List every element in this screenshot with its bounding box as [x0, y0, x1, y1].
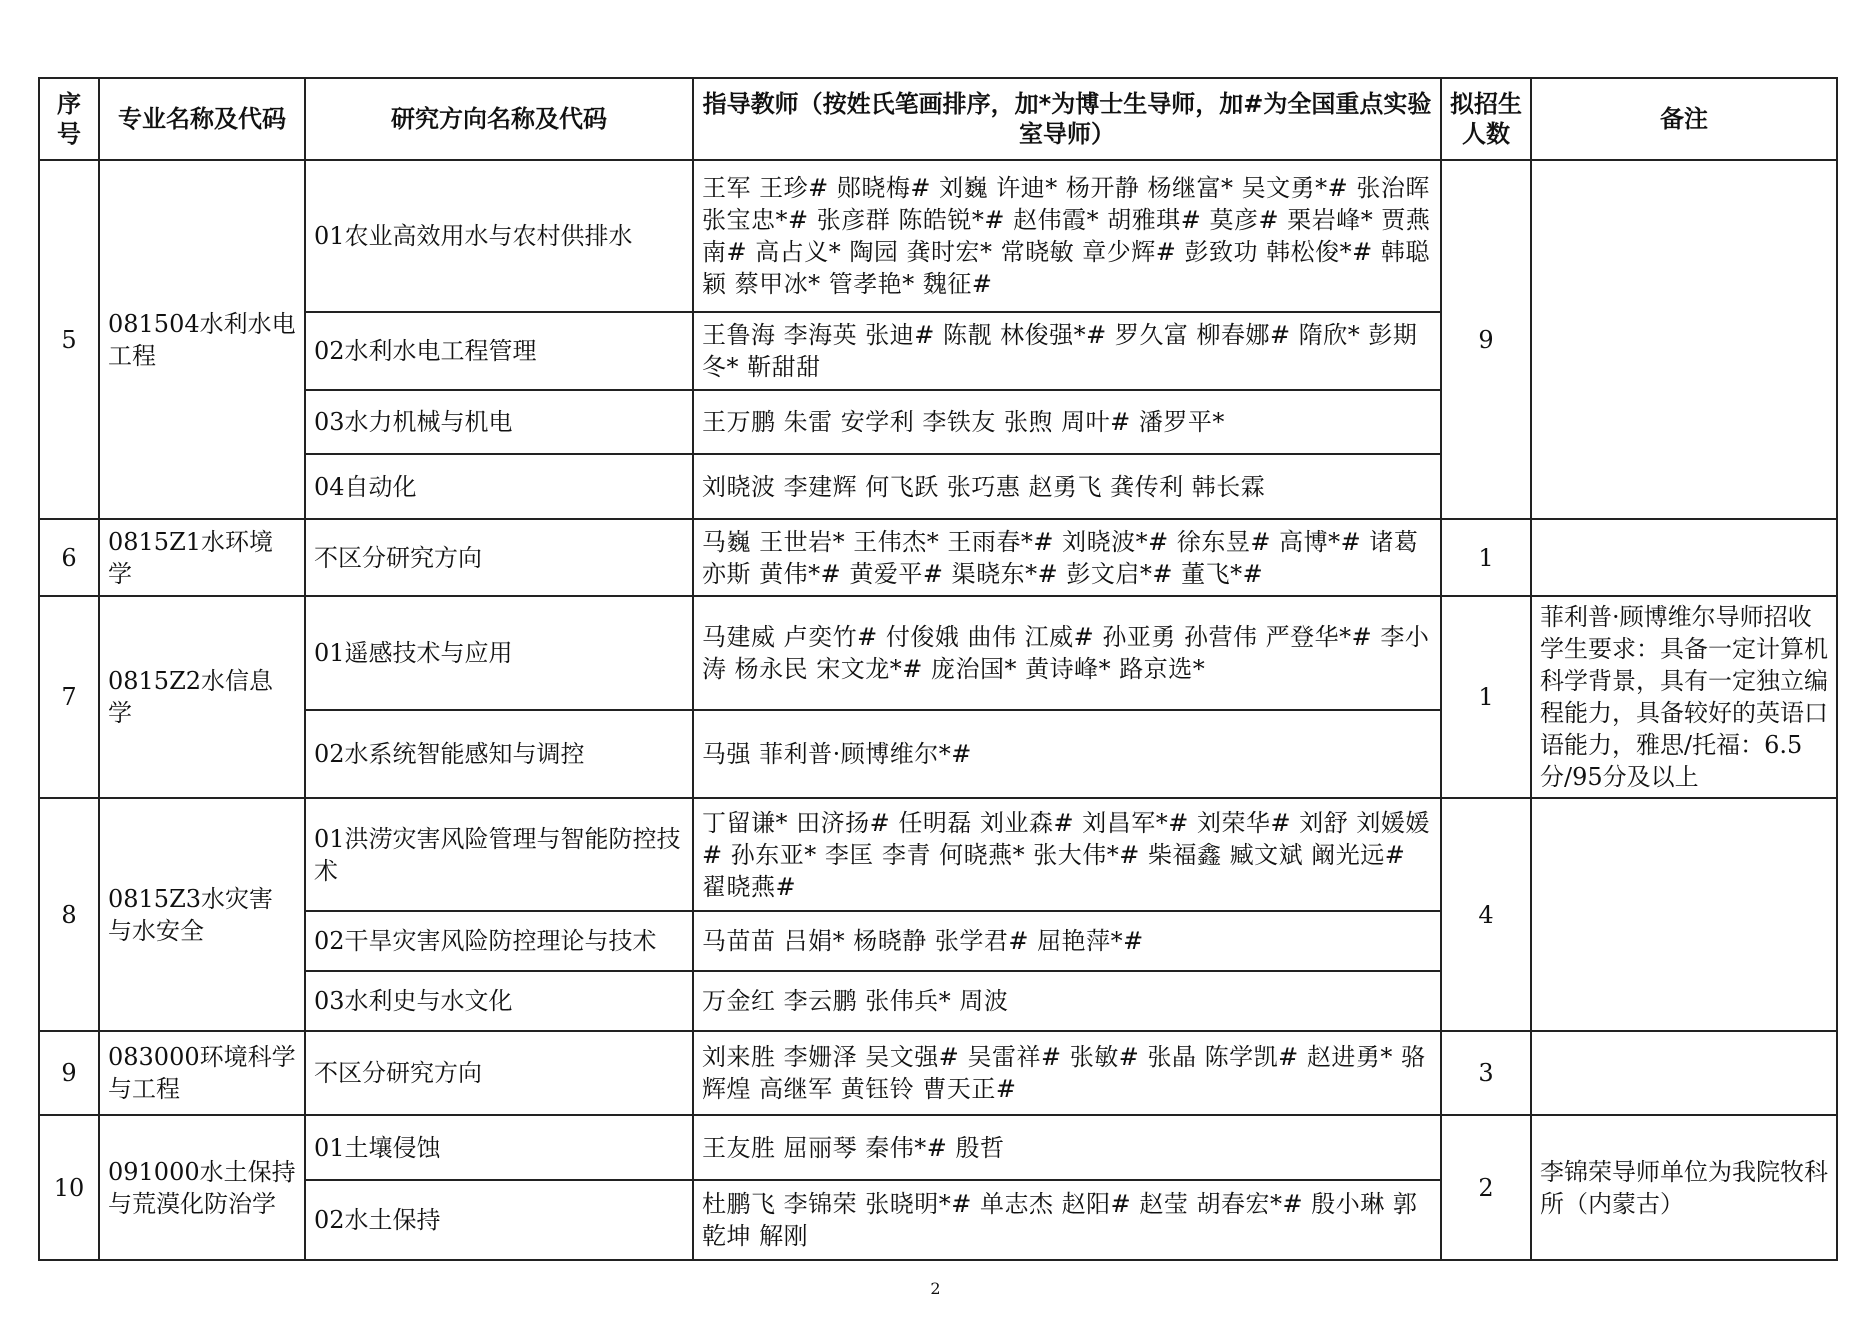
remark [1531, 160, 1837, 519]
teacher-list: 马苗苗 吕娟* 杨晓静 张学君# 屈艳萍*# [693, 911, 1441, 971]
enrollment-count: 1 [1441, 519, 1531, 596]
row-index: 10 [39, 1115, 99, 1260]
teacher-list: 王万鹏 朱雷 安学利 李铁友 张煦 周叶# 潘罗平* [693, 390, 1441, 454]
table-row [39, 160, 1837, 312]
teacher-list: 马建威 卢奕竹# 付俊娥 曲伟 江威# 孙亚勇 孙营伟 严登华*# 李小涛 杨永民 宋文龙*# 庞治国* 黄诗峰* 路京选* [693, 596, 1441, 710]
teacher-list: 丁留谦* 田济扬# 任明磊 刘业森# 刘昌军*# 刘荣华# 刘舒 刘媛媛# 孙东亚* 李匡 李青 何晓燕* 张大伟*# 柴福鑫 臧文斌 阚光远# 翟晓燕# [693, 798, 1441, 911]
research-direction: 01农业高效用水与农村供排水 [305, 160, 693, 312]
row-index: 5 [39, 160, 99, 519]
major-name: 0815Z3水灾害与水安全 [99, 798, 305, 1031]
teacher-list: 王军 王珍# 郧晓梅# 刘巍 许迪* 杨开静 杨继富* 吴文勇*# 张治晖 张宝忠*# 张彦群 陈皓锐*# 赵伟霞* 胡雅琪# 莫彦# 栗岩峰* 贾燕南# 高占义* 陶园 龚时宏* 常晓敏 章少辉# 彭致功 韩松俊*# 韩聪颖 蔡甲冰* 管孝艳* 魏征# [693, 160, 1441, 312]
remark [1531, 1031, 1837, 1115]
teacher-list: 王鲁海 李海英 张迪# 陈靓 林俊强*# 罗久富 柳春娜# 隋欣* 彭期冬* 靳甜甜 [693, 312, 1441, 390]
research-direction: 不区分研究方向 [305, 1031, 693, 1115]
research-direction: 01遥感技术与应用 [305, 596, 693, 710]
remark: 李锦荣导师单位为我院牧科所（内蒙古） [1531, 1115, 1837, 1260]
enrollment-count: 9 [1441, 160, 1531, 519]
teacher-list: 杜鹏飞 李锦荣 张晓明*# 单志杰 赵阳# 赵莹 胡春宏*# 殷小琳 郭乾坤 解刚 [693, 1180, 1441, 1260]
row-index: 6 [39, 519, 99, 596]
enrollment-count: 3 [1441, 1031, 1531, 1115]
research-direction: 02水土保持 [305, 1180, 693, 1260]
major-name: 091000水土保持与荒漠化防治学 [99, 1115, 305, 1260]
teacher-list: 万金红 李云鹏 张伟兵* 周波 [693, 971, 1441, 1031]
table-body [39, 160, 1837, 1260]
table-header [39, 78, 1837, 160]
teacher-list: 马强 菲利普·顾博维尔*# [693, 710, 1441, 798]
remark [1531, 798, 1837, 1031]
header-note: 备注 [1531, 78, 1837, 160]
row-index: 9 [39, 1031, 99, 1115]
header-major: 专业名称及代码 [99, 78, 305, 160]
research-direction: 03水力机械与机电 [305, 390, 693, 454]
major-name: 0815Z2水信息学 [99, 596, 305, 798]
page-number: 2 [930, 1279, 941, 1298]
row-index: 8 [39, 798, 99, 1031]
research-direction: 04自动化 [305, 454, 693, 519]
table-row [39, 1115, 1837, 1180]
header-idx: 序号 [39, 78, 99, 160]
research-direction: 02水系统智能感知与调控 [305, 710, 693, 798]
header-count: 拟招生人数 [1441, 78, 1531, 160]
teacher-list: 王友胜 屈丽琴 秦伟*# 殷哲 [693, 1115, 1441, 1180]
teacher-list: 马巍 王世岩* 王伟杰* 王雨春*# 刘晓波*# 徐东昱# 高博*# 诸葛亦斯 黄伟*# 黄爱平# 渠晓东*# 彭文启*# 董飞*# [693, 519, 1441, 596]
enrollment-count: 2 [1441, 1115, 1531, 1260]
research-direction: 01洪涝灾害风险管理与智能防控技术 [305, 798, 693, 911]
enrollment-count: 4 [1441, 798, 1531, 1031]
remark: 菲利普·顾博维尔导师招收学生要求：具备一定计算机科学背景，具有一定独立编程能力，具备较好的英语口语能力，雅思/托福：6.5分/95分及以上 [1531, 596, 1837, 798]
table-row [39, 798, 1837, 911]
row-index: 7 [39, 596, 99, 798]
header-row [39, 78, 1837, 160]
header-teachers: 指导教师（按姓氏笔画排序，加*为博士生导师，加#为全国重点实验室导师） [693, 78, 1441, 160]
major-name: 081504水利水电工程 [99, 160, 305, 519]
remark [1531, 519, 1837, 596]
major-name: 0815Z1水环境学 [99, 519, 305, 596]
table-row [39, 596, 1837, 710]
major-name: 083000环境科学与工程 [99, 1031, 305, 1115]
enrollment-table [38, 77, 1838, 1261]
teacher-list: 刘晓波 李建辉 何飞跃 张巧惠 赵勇飞 龚传利 韩长霖 [693, 454, 1441, 519]
enrollment-count: 1 [1441, 596, 1531, 798]
research-direction: 01土壤侵蚀 [305, 1115, 693, 1180]
research-direction: 02水利水电工程管理 [305, 312, 693, 390]
teacher-list: 刘来胜 李姗泽 吴文强# 吴雷祥# 张敏# 张晶 陈学凯# 赵进勇* 骆辉煌 高继军 黄钰铃 曹天正# [693, 1031, 1441, 1115]
table-row [39, 519, 1837, 596]
research-direction: 02干旱灾害风险防控理论与技术 [305, 911, 693, 971]
table-row [39, 1031, 1837, 1115]
research-direction: 03水利史与水文化 [305, 971, 693, 1031]
research-direction: 不区分研究方向 [305, 519, 693, 596]
header-direction: 研究方向名称及代码 [305, 78, 693, 160]
